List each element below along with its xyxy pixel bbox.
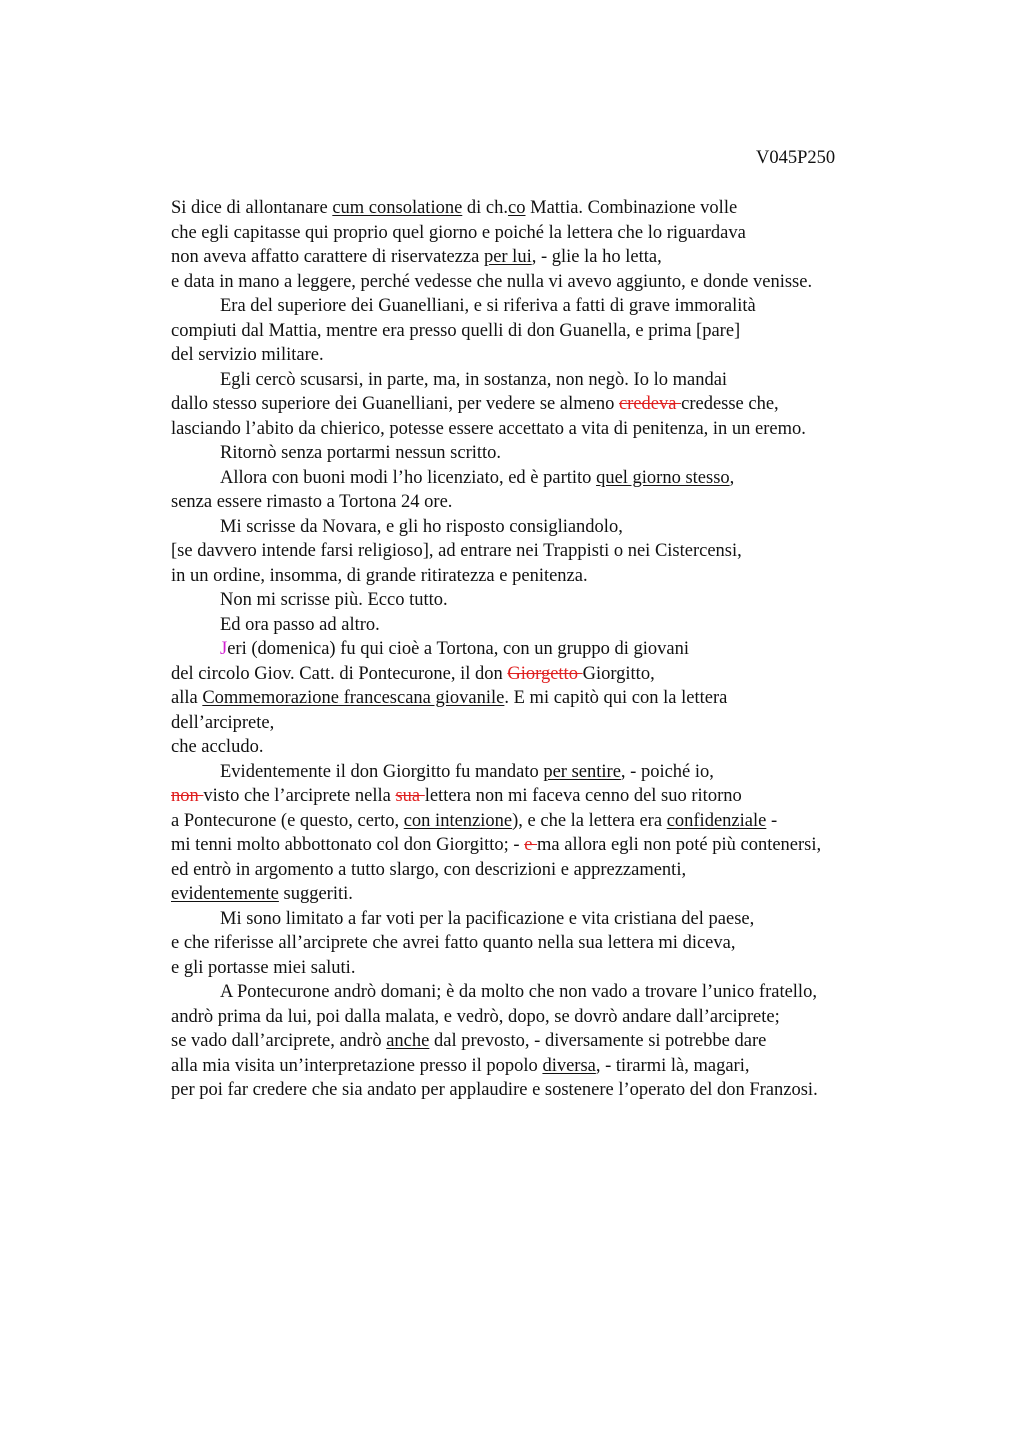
- deleted-text: e: [524, 835, 538, 855]
- text-run: Mattia. Combinazione volle: [525, 198, 738, 218]
- text-run: , - poiché io,: [620, 761, 714, 782]
- text-run: Allora con buoni modi l’ho licenziato, ed è partito: [220, 467, 597, 488]
- text-line: e data in mano a leggere, perché vedesse che nulla vi avevo aggiunto, e donde venisse.: [171, 271, 813, 292]
- underlined-text: quel giorno stesso: [596, 467, 730, 488]
- text-run: eri (domenica) fu qui cioè a Tortona, con un gruppo di giovani: [227, 639, 689, 659]
- text-line: senza essere rimasto a Tortona 24 ore.: [171, 492, 453, 512]
- paragraph-start-line: Ritornò senza portarmi nessun scritto.: [220, 443, 502, 463]
- text-line: [171, 882, 1011, 907]
- underlined-text: confidenziale: [666, 810, 767, 831]
- underlined-text: per lui: [483, 247, 532, 267]
- text-line: per poi far credere che sia andato per applaudire e sostenere l’operato del don Franzosi.: [171, 1080, 818, 1100]
- text-run: se vado dall’arciprete, andrò: [171, 1031, 387, 1051]
- text-line: [171, 686, 1011, 711]
- text-line: ed entrò in argomento a tutto slargo, con descrizioni e apprezzamenti,: [171, 859, 687, 880]
- text-run: -: [766, 810, 778, 831]
- text-run: alla mia visita un’interpretazione presso il popolo: [171, 1055, 543, 1076]
- text-line: e che riferisse all’arciprete che avrei fatto quanto nella sua lettera mi diceva,: [171, 933, 736, 953]
- text-line: compiuti dal Mattia, mentre era presso quelli di don Guanella, e prima [pare]: [171, 320, 741, 341]
- text-line: [171, 196, 1011, 221]
- text-run: Giorgitto,: [582, 663, 655, 684]
- deleted-text: Giorgetto: [507, 663, 583, 684]
- text-run: dal prevosto, - diversamente si potrebbe dare: [429, 1031, 767, 1051]
- paragraph-start-line: Mi sono limitato a far voti per la pacificazione e vita cristiana del paese,: [220, 908, 755, 929]
- underlined-text: con intenzione: [403, 810, 513, 831]
- text-line: [171, 784, 1011, 809]
- letter-body: [171, 196, 1011, 1103]
- underlined-text: diversa: [542, 1055, 596, 1076]
- text-run: ), e che la lettera era: [512, 810, 667, 831]
- text-line: che egli capitasse qui proprio quel giorno e poiché la lettera che lo riguardava: [171, 222, 746, 243]
- paragraph-start-line: Non mi scrisse più. Ecco tutto.: [220, 590, 448, 610]
- text-run: mi tenni molto abbottonato col don Giorgitto; -: [171, 835, 525, 855]
- deleted-text: sua: [395, 786, 425, 806]
- text-line: [171, 1029, 1011, 1054]
- text-run: non aveva affatto carattere di riservatezza: [171, 247, 484, 267]
- text-run: alla: [171, 688, 203, 708]
- text-run: a Pontecurone (e questo, certo,: [171, 810, 404, 831]
- text-run: . E mi capitò qui con la lettera: [504, 688, 728, 708]
- text-run: suggeriti.: [278, 884, 353, 904]
- underlined-text: per sentire: [543, 761, 621, 782]
- text-run: , - tirarmi là, magari,: [595, 1055, 750, 1076]
- paragraph-start-line: [171, 466, 1011, 491]
- text-line: del servizio militare.: [171, 345, 324, 365]
- text-run: dallo stesso superiore dei Guanelliani, per vedere se almeno: [171, 394, 619, 414]
- text-run: ma allora egli non poté più contenersi,: [537, 835, 822, 855]
- text-run: credesse che,: [681, 394, 779, 414]
- underlined-text: anche: [386, 1031, 430, 1051]
- text-line: in un ordine, insomma, di grande ritiratezza e penitenza.: [171, 565, 588, 586]
- text-line: [171, 809, 1011, 834]
- text-line: andrò prima da lui, poi dalla malata, e vedrò, dopo, se dovrò andare dall’arciprete;: [171, 1006, 780, 1027]
- underlined-text: cum consolatione: [332, 198, 463, 218]
- paragraph-start-line: [171, 760, 1011, 785]
- text-line: [se davvero intende farsi religioso], ad entrare nei Trappisti o nei Cistercensi,: [171, 541, 742, 561]
- text-run: lettera non mi faceva cenno del suo ritorno: [424, 786, 742, 806]
- paragraph-start-line: Egli cercò scusarsi, in parte, ma, in sostanza, non negò. Io lo mandai: [220, 369, 728, 390]
- text-line: [171, 1054, 1011, 1079]
- underlined-text: co: [508, 198, 526, 218]
- text-run: , - glie la ho letta,: [531, 247, 662, 267]
- highlighted-initial: J: [220, 639, 228, 659]
- underlined-text: evidentemente: [171, 884, 279, 904]
- paragraph-start-line: A Pontecurone andrò domani; è da molto che non vado a trovare l’unico fratello,: [220, 982, 817, 1002]
- text-run: di ch.: [462, 198, 509, 218]
- underlined-text: Commemorazione francescana giovanile: [202, 688, 505, 708]
- text-line: [171, 245, 1011, 270]
- deleted-text: credeva: [618, 394, 682, 414]
- text-line: [171, 392, 1011, 417]
- deleted-text: non: [171, 786, 204, 806]
- text-line: [171, 662, 1011, 687]
- paragraph-start-line: Mi scrisse da Novara, e gli ho risposto consigliandolo,: [220, 516, 623, 537]
- text-line: che accludo.: [171, 737, 264, 757]
- paragraph-start-line: Era del superiore dei Guanelliani, e si riferiva a fatti di grave immoralità: [220, 296, 756, 316]
- paragraph-start-line: Ed ora passo ad altro.: [220, 614, 380, 635]
- text-line: dell’arciprete,: [171, 712, 275, 733]
- text-run: del circolo Giov. Catt. di Pontecurone, il don: [171, 663, 508, 684]
- text-run: Evidentemente il don Giorgitto fu mandato: [220, 761, 544, 782]
- paragraph-start-line: [171, 637, 1011, 662]
- text-line: e gli portasse miei saluti.: [171, 957, 356, 978]
- text-line: lasciando l’abito da chierico, potesse essere accettato a vita di penitenza, in un eremo.: [171, 418, 806, 439]
- text-run: ,: [729, 467, 735, 488]
- text-line: [171, 833, 1011, 858]
- text-run: visto che l’arciprete nella: [203, 786, 396, 806]
- text-run: Si dice di allontanare: [171, 198, 333, 218]
- page-identifier: V045P250: [756, 148, 836, 168]
